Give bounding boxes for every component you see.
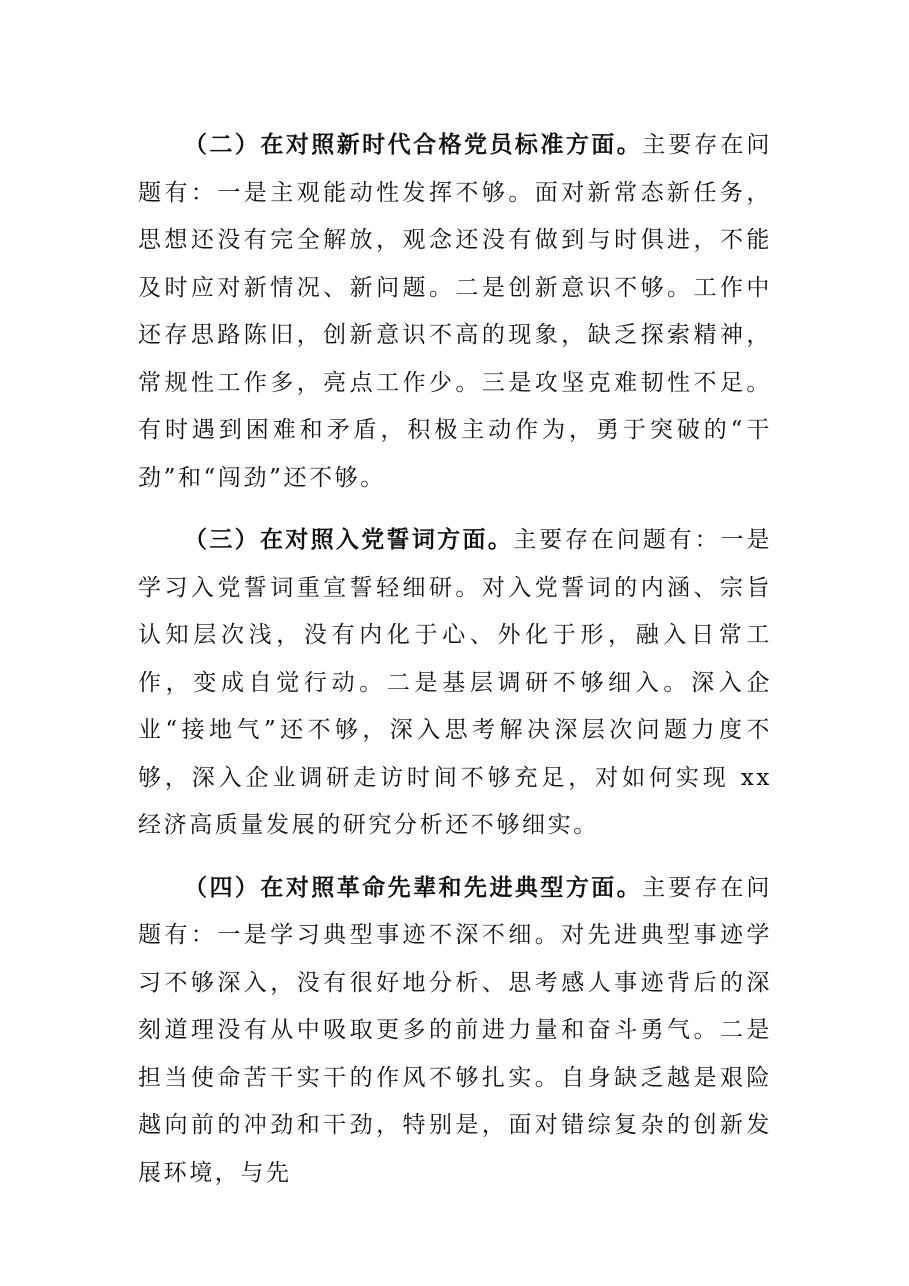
paragraph-role-models xyxy=(138,865,772,1198)
section-heading-standard: （二）在对照新时代合格党员标准方面。 xyxy=(184,132,643,158)
section-text-role-models: 主要存在问题有：一是学习典型事迹不深不细。对先进典型事迹学习不够深入，没有很好地分析、思考感人事迹背后的深刻道理没有从中吸取更多的前进力量和奋斗勇气。二是担当使命苦干实干的作风不够扎实。自身缺乏越是艰险越向前的冲劲和干劲，特别是，面对错综复杂的创新发展环境，与先 xyxy=(138,874,773,1186)
paragraph-oath xyxy=(138,517,772,850)
section-text-oath: 主要存在问题有：一是学习入党誓词重宣誓轻细研。对入党誓词的内涵、宗旨认知层次浅，没有内化于心、外化于形，融入日常工作，变成自觉行动。二是基层调研不够细入。深入企业“接地气”还不够，深入思考解决深层次问题力度不够，深入企业调研走访时间不够充足，对如何实现 xx 经济高质量发展的研究分析还不够细实。 xyxy=(138,527,773,838)
paragraph-standard xyxy=(138,122,772,502)
section-text-standard: 主要存在问题有：一是主观能动性发挥不够。面对新常态新任务，思想还没有完全解放，观念还没有做到与时俱进，不能及时应对新情况、新问题。二是创新意识不够。工作中还存思路陈旧，创新意识不高的现象，缺乏探索精神，常规性工作多，亮点工作少。三是攻坚克难韧性不足。有时遇到困难和矛盾，积极主动作为，勇于突破的“干劲”和“闯劲”还不够。 xyxy=(138,132,773,491)
section-heading-role-models: （四）在对照革命先辈和先进典型方面。 xyxy=(184,874,643,901)
section-heading-oath: （三）在对照入党誓词方面。 xyxy=(184,527,514,553)
document-body xyxy=(138,122,772,1212)
